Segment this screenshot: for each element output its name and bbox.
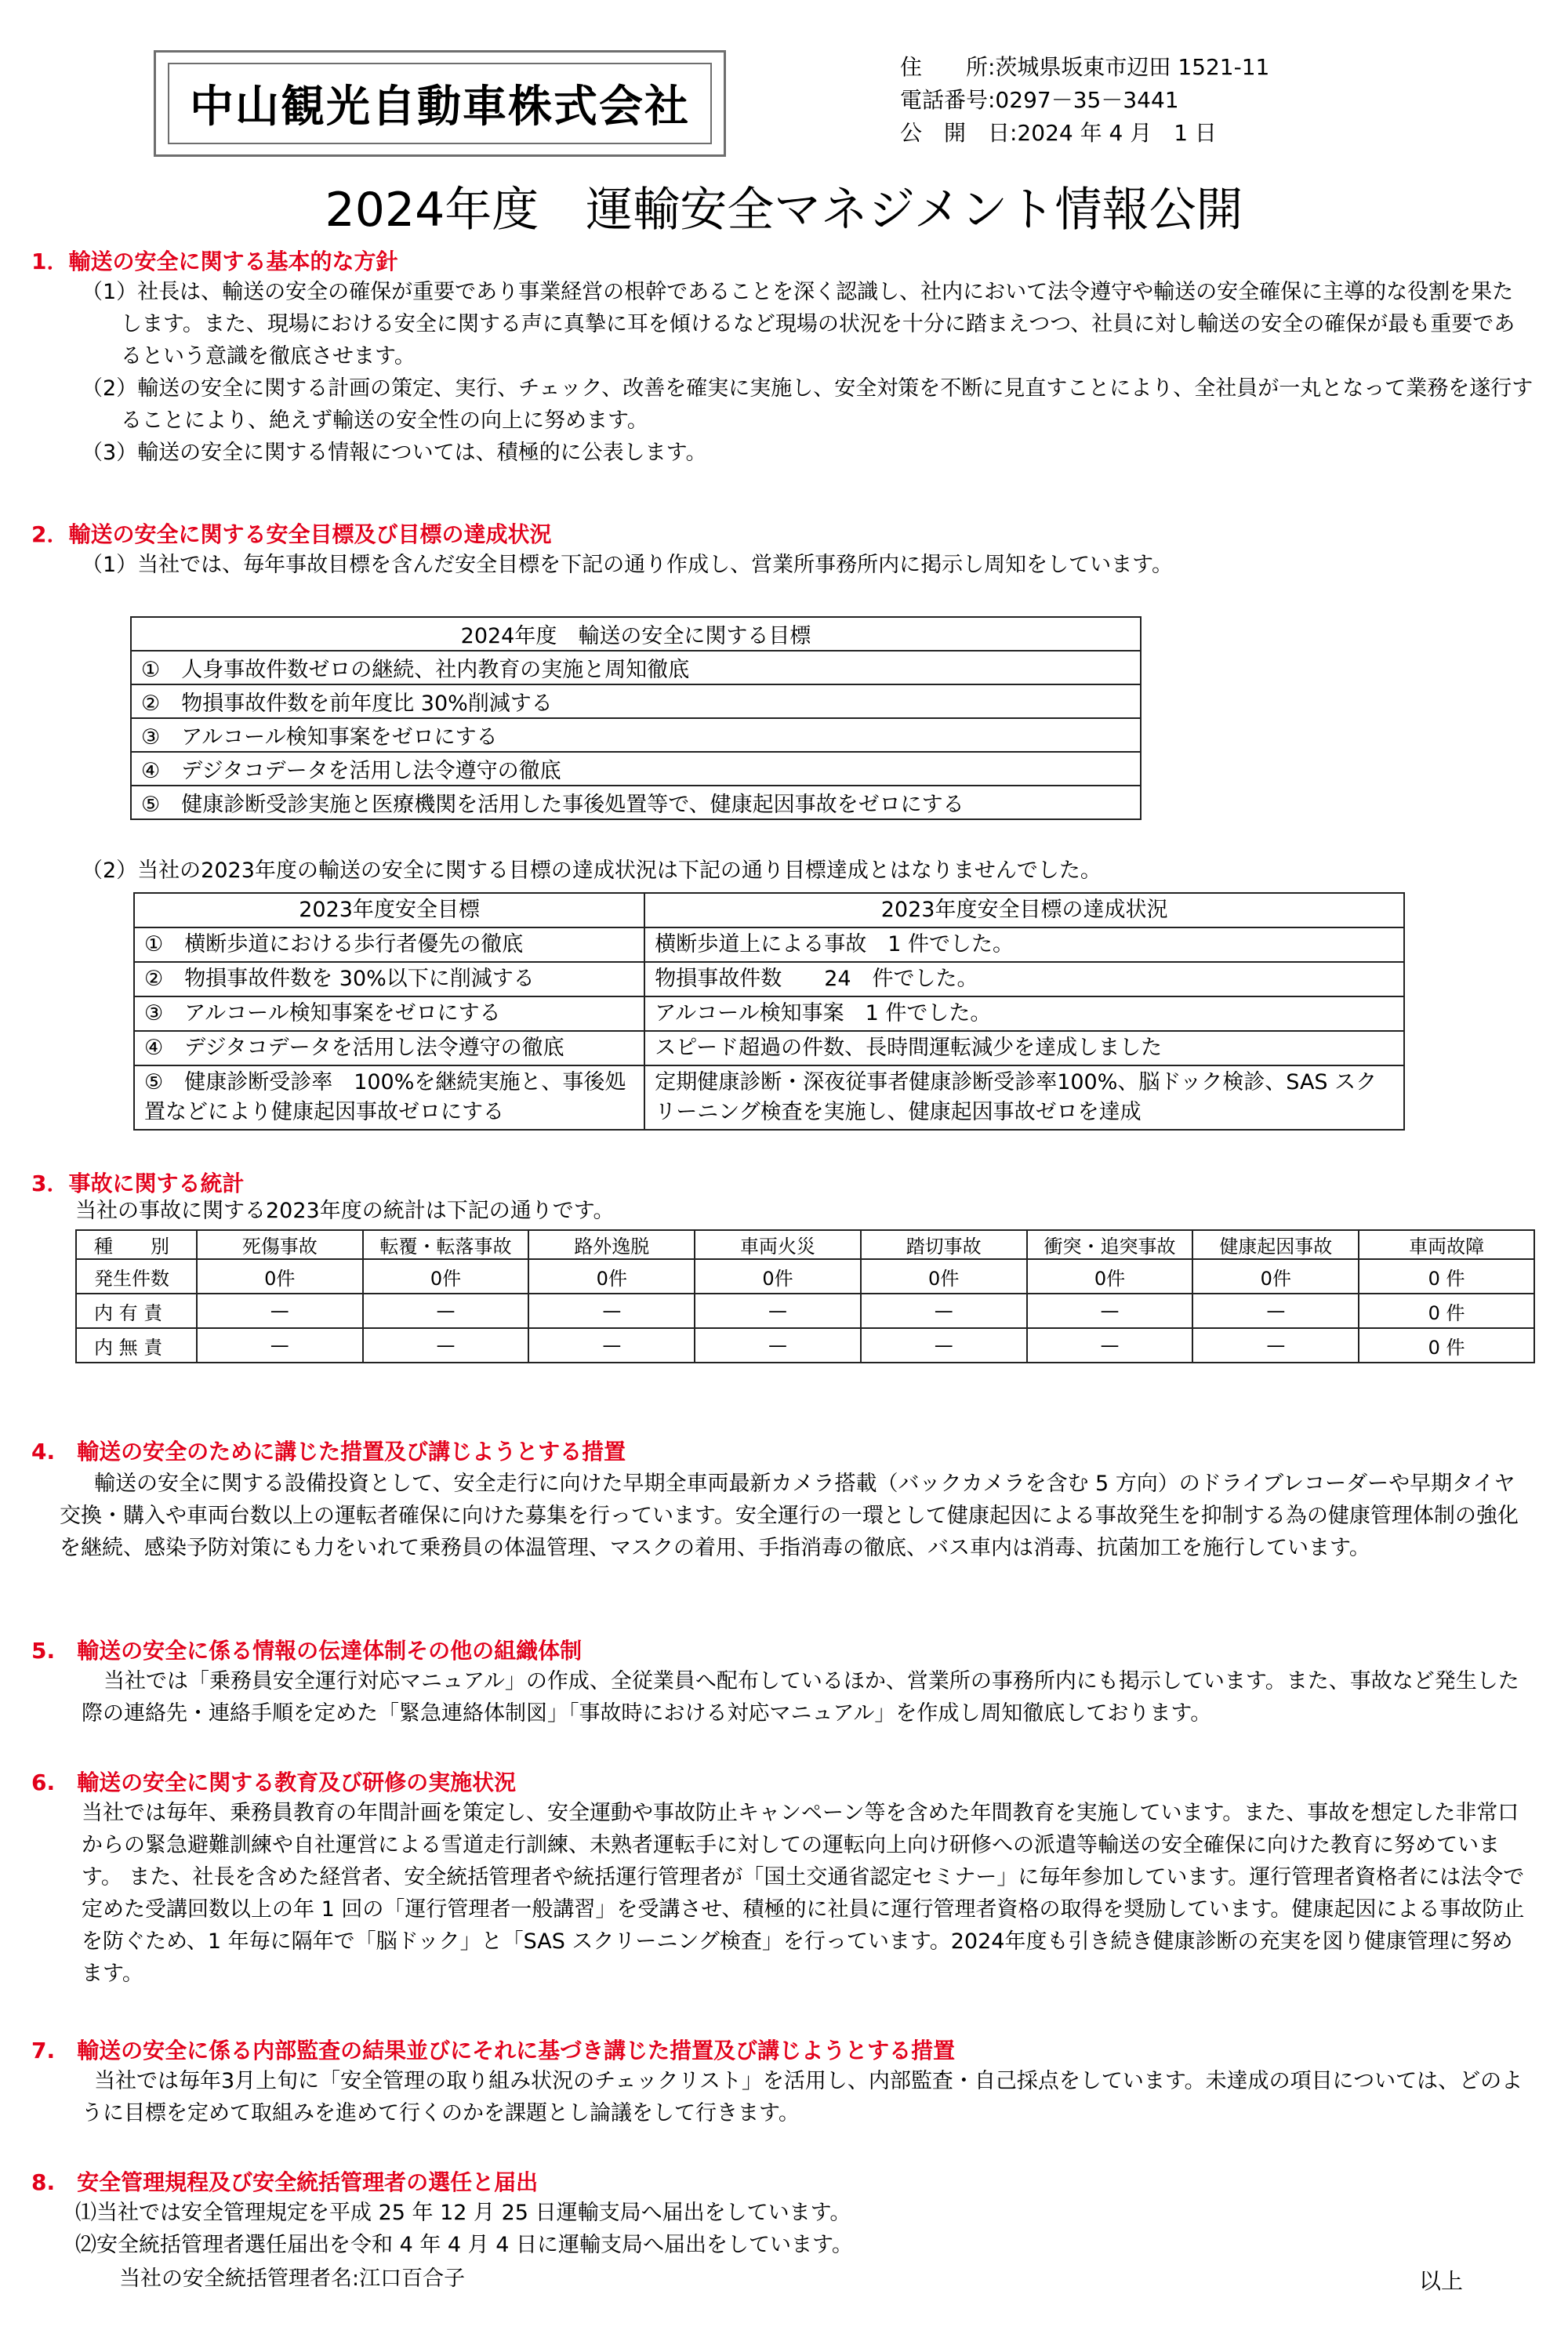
ach-goal: ① 横断歩道における歩行者優先の徹底: [134, 927, 644, 962]
filing-item: ⑵安全統括管理者選任届出を令和 4 年 4 月 4 日に運輸支局へ届出をしています。: [75, 2233, 853, 2257]
filing-item: ⑴当社では安全管理規定を平成 25 年 12 月 25 日運輸支局へ届出をしています。: [75, 2201, 851, 2225]
section-3-heading: 3．事故に関する統計: [31, 1171, 245, 1196]
stats-cell: 0件: [861, 1259, 1027, 1294]
stats-cell: —: [197, 1294, 363, 1328]
stats-cell: 0件: [528, 1259, 695, 1294]
section-4-body: 輸送の安全に関する設備投資として、安全走行に向けた早期全車両最新カメラ搭載（バックカメラを含む 5 方向）のドライブレコーダーや早期タイヤ交換・購入や車両台数以上の運転者確保に向けた募集を行っています。安全運行の一環として健康起因による事故発生を抑制する為の健康管理体制の強化を継続、感染予防対策にも力をいれて乗務員の体温管理、マスクの着用、手指消毒の徹底、バス車内は消毒、抗菌加工を施行しています。: [60, 1472, 1519, 1560]
section-8-heading: 8. 安全管理規程及び安全統括管理者の選任と届出: [31, 2169, 539, 2195]
stats-cell: —: [695, 1294, 861, 1328]
ach-result: 横断歩道上による事故 1 件でした。: [644, 927, 1404, 962]
section-2-intro-2: （2）当社の2023年度の輸送の安全に関する目標の達成状況は下記の通り目標達成とはなりませんでした。: [82, 858, 1102, 883]
stats-cell: —: [363, 1328, 529, 1363]
section-3-intro: 当社の事故に関する2023年度の統計は下記の通りです。: [75, 1199, 615, 1223]
stats-cell: 0件: [197, 1259, 363, 1294]
section-6-heading: 6. 輸送の安全に関する教育及び研修の実施状況: [31, 1769, 517, 1795]
stats-header: 路外逸脱: [528, 1230, 695, 1259]
stats-cell: 0件: [1027, 1259, 1193, 1294]
stats-cell: —: [861, 1294, 1027, 1328]
stats-cell: —: [1027, 1294, 1193, 1328]
ach-result: アルコール検知事案 1 件でした。: [644, 996, 1404, 1031]
section-7-body: 当社では毎年3月上旬に「安全管理の取り組み状況のチェックリスト」を活用し、内部監査・自己採点をしています。未達成の項目については、どのように目標を定めて取組みを進めて行くのかを課題とし論議をして行きます。: [82, 2069, 1523, 2125]
stats-header: 死傷事故: [197, 1230, 363, 1259]
ach-goal: ⑤ 健康診断受診率 100%を継続実施と、事後処置などにより健康起因事故ゼロにする: [134, 1065, 644, 1130]
closing-mark: 以上: [1419, 2268, 1464, 2294]
policy-item: （3）輸送の安全に関する情報については、積極的に公表します。: [82, 441, 707, 465]
section-1-body: [82, 276, 1534, 469]
section-6-body: 当社では毎年、乗務員教育の年間計画を策定し、安全運動や事故防止キャンペーン等を含めた年間教育を実施しています。また、事故を想定した非常口からの緊急避難訓練や自社運営による雪道走行訓練、未熟者運転手に対しての運転向上向け研修への派遣等輸送の安全確保に向けた教育に努めています。 また、社長を含めた経営者、安全統括管理者や統括運行管理者が「国土交通省認定セミナー」に毎年参加しています。運行管理者資格者には法令で定めた受講回数以上の年 1 回の「運行管理者一般講習」を受講させ、積極的に社員に運行管理者資格の取得を奨励しています。健康起因による事故防止を防ぐため、1 年毎に隔年で「脳ドック」と「SAS スクリーニング検査」を行っています。2024年度も引き続き健康診断の充実を図り健康管理に努めます。: [82, 1801, 1525, 1986]
goal-item: ② 物損事故件数を前年度比 30%削減する: [131, 684, 1141, 718]
stats-cell: 0件: [363, 1259, 529, 1294]
ach-goal: ③ アルコール検知事案をゼロにする: [134, 996, 644, 1031]
goals-table-title: 2024年度 輸送の安全に関する目標: [131, 617, 1141, 651]
company-phone: 電話番号:0297－35－3441: [900, 87, 1179, 113]
section-5-body: 当社では「乗務員安全運行対応マニュアル」の作成、全従業員へ配布しているほか、営業所の事務所内にも掲示しています。また、事故など発生した際の連絡先・連絡手順を定めた「緊急連絡体制図」「事故時における対応マニュアル」を作成し周知徹底しております。: [82, 1669, 1519, 1726]
goal-item: ④ デジタコデータを活用し法令遵守の徹底: [131, 752, 1141, 786]
ach-goal: ④ デジタコデータを活用し法令遵守の徹底: [134, 1031, 644, 1065]
stats-cell: 0件: [695, 1259, 861, 1294]
company-name-box: [154, 50, 726, 157]
section-5-heading: 5. 輸送の安全に係る情報の伝達体制その他の組織体制: [31, 1638, 583, 1664]
company-name: 中山観光自動車株式会社: [168, 63, 712, 144]
policy-item: （2）輸送の安全に関する計画の策定、実行、チェック、改善を確実に実施し、安全対策を不断に見直すことにより、全社員が一丸となって業務を遂行することにより、絶えず輸送の安全性の向上に努めます。: [82, 376, 1534, 433]
stats-header: 車両故障: [1359, 1230, 1534, 1259]
stats-cell: —: [197, 1328, 363, 1363]
stats-cell: 0 件: [1359, 1294, 1534, 1328]
section-1-heading: 1．輸送の安全に関する基本的な方針: [31, 249, 398, 274]
achievement-2023-table: [133, 892, 1405, 1131]
stats-header: 種 別: [76, 1230, 197, 1259]
safety-manager-name: 当社の安全統括管理者名:江口百合子: [119, 2267, 466, 2291]
stats-cell: —: [363, 1294, 529, 1328]
ach-result: 定期健康診断・深夜従事者健康診断受診率100%、脳ドック検診、SAS スクリーニング検査を実施し、健康起因事故ゼロを達成: [644, 1065, 1404, 1130]
stats-header: 踏切事故: [861, 1230, 1027, 1259]
stats-row-label: 内 無 責: [76, 1328, 197, 1363]
ach-result: スピード超過の件数、長時間運転減少を達成しました: [644, 1031, 1404, 1065]
stats-cell: —: [1027, 1328, 1193, 1363]
section-2-intro-1: （1）当社では、毎年事故目標を含んだ安全目標を下記の通り作成し、営業所事務所内に掲示し周知をしています。: [82, 553, 1174, 577]
section-4-heading: 4. 輸送の安全のために講じた措置及び講じようとする措置: [31, 1439, 626, 1465]
stats-header: 車両火災: [695, 1230, 861, 1259]
section-8-items: [75, 2197, 853, 2261]
stats-header: 衝突・追突事故: [1027, 1230, 1193, 1259]
stats-cell: —: [528, 1328, 695, 1363]
goals-2024-table: [130, 616, 1142, 820]
stats-cell: —: [528, 1294, 695, 1328]
goal-item: ① 人身事故件数ゼロの継続、社内教育の実施と周知徹底: [131, 651, 1141, 684]
stats-header: 健康起因事故: [1192, 1230, 1359, 1259]
section-2-heading: 2．輸送の安全に関する安全目標及び目標の達成状況: [31, 521, 552, 547]
accident-stats-table: [75, 1229, 1535, 1363]
stats-cell: 0 件: [1359, 1259, 1534, 1294]
policy-item: （1）社長は、輸送の安全の確保が重要であり事業経営の根幹であることを深く認識し、社内において法令遵守や輸送の安全確保に主導的な役割を果たします。また、現場における安全に関する声に真摯に耳を傾けるなど現場の状況を十分に踏まえつつ、社員に対し輸送の安全の確保が最も重要であるという意識を徹底させます。: [82, 280, 1515, 368]
goal-item: ⑤ 健康診断受診実施と医療機関を活用した事後処置等で、健康起因事故をゼロにする: [131, 786, 1141, 819]
stats-row-label: 内 有 責: [76, 1294, 197, 1328]
stats-cell: 0件: [1192, 1259, 1359, 1294]
stats-cell: —: [1192, 1328, 1359, 1363]
stats-row-label: 発生件数: [76, 1259, 197, 1294]
ach-header-goal: 2023年度安全目標: [134, 893, 644, 927]
ach-goal: ② 物損事故件数を 30%以下に削減する: [134, 962, 644, 996]
stats-cell: —: [695, 1328, 861, 1363]
goal-item: ③ アルコール検知事案をゼロにする: [131, 718, 1141, 752]
company-address: 住 所:茨城県坂東市辺田 1521-11: [900, 54, 1270, 80]
stats-cell: —: [1192, 1294, 1359, 1328]
page-title: 2024年度 運輸安全マネジメント情報公開: [325, 183, 1243, 238]
publish-date: 公 開 日:2024 年 4 月 1 日: [900, 120, 1217, 146]
ach-result: 物損事故件数 24 件でした。: [644, 962, 1404, 996]
stats-cell: —: [861, 1328, 1027, 1363]
ach-header-result: 2023年度安全目標の達成状況: [644, 893, 1404, 927]
stats-cell: 0 件: [1359, 1328, 1534, 1363]
stats-header: 転覆・転落事故: [363, 1230, 529, 1259]
section-7-heading: 7. 輸送の安全に係る内部監査の結果並びにそれに基づき講じた措置及び講じようとする措置: [31, 2038, 956, 2063]
